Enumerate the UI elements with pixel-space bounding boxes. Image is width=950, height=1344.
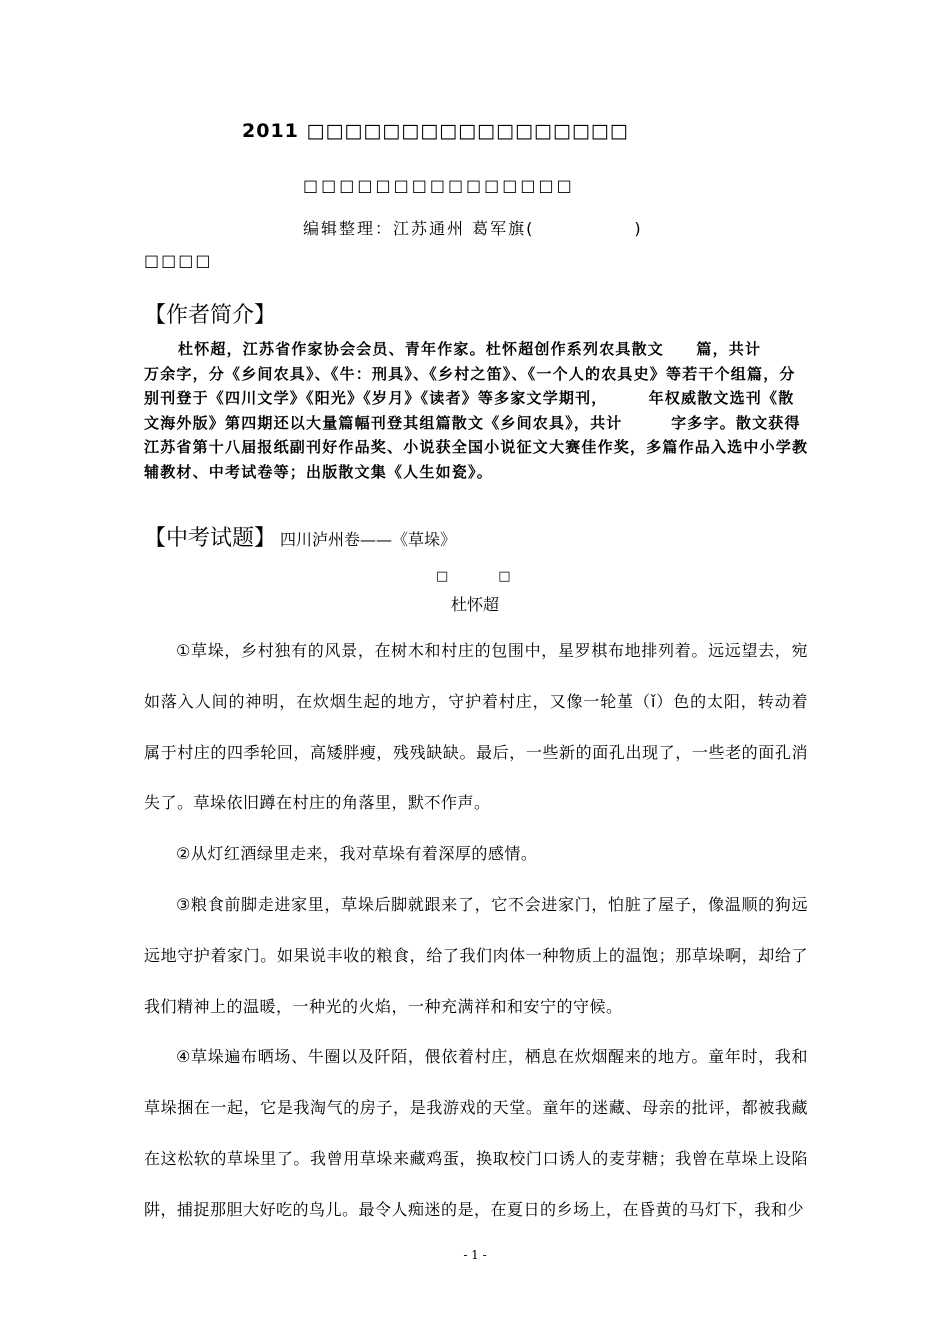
editor-label: 编辑整理：江苏通州 葛军旗( <box>303 219 535 238</box>
author-bio <box>144 337 809 484</box>
category-label: □□□□ <box>144 251 213 270</box>
essay-title <box>436 569 511 584</box>
exam-heading: 【中考试题】 <box>144 526 277 551</box>
document-subtitle: □□□□□□□□□□□□□□□ <box>303 176 575 195</box>
page-number: - 1 - <box>463 1248 487 1262</box>
paragraph: ③粮食前脚走进家里，草垛后脚就跟来了，它不会进家门，怕脏了屋子，像温顺的狗远远地守护着家门。如果说丰收的粮食，给了我们肉体一种物质上的温饱；那草垛啊，却给了我们精神上的温暖，一种光的火焰，一种充满祥和和安宁的守候。 <box>144 894 808 1016</box>
paragraph: ④草垛遍布晒场、牛圈以及阡陌，偎依着村庄，栖息在炊烟醒来的地方。童年时，我和草垛捆在一起，它是我淘气的房子，是我游戏的天堂。童年的迷藏、母亲的批评，都被我藏在这松软的草垛里了。我曾用草垛来藏鸡蛋，换取校门口诱人的麦芽糖；我曾在草垛上设陷阱，捕捉那胆大好吃的鸟儿。最令人痴迷的是，在夏日的乡场上，在昏黄的马灯下，我和少 <box>144 1047 808 1219</box>
editor-close: ) <box>634 219 643 238</box>
essay-body <box>144 626 808 1236</box>
exam-source: 四川泸州卷——《草垛》 <box>280 530 457 549</box>
document-title: 2011 □□□□□□□□□□□□□□□□□ <box>242 120 629 142</box>
essay-title-char: □ <box>436 569 449 584</box>
exam-heading-row <box>144 521 456 552</box>
editor-credit <box>303 216 643 239</box>
author-heading: 【作者简介】 <box>144 303 277 328</box>
essay-byline: 杜怀超 <box>450 595 499 614</box>
paragraph: ②从灯红酒绿里走来，我对草垛有着深厚的感情。 <box>176 844 538 864</box>
paragraph: ①草垛，乡村独有的风景，在树木和村庄的包围中，星罗棋布地排列着。远远望去，宛如落入人间的神明，在炊烟生起的地方，守护着村庄，又像一轮堇（ǐ）色的太阳，转动着属于村庄的四季轮回，高矮胖瘦，残残缺缺。最后，一些新的面孔出现了，一些老的面孔消失了。草垛依旧蹲在村庄的角落里，默不作声。 <box>144 641 808 813</box>
author-bio-text: 杜怀超，江苏省作家协会会员、青年作家。杜怀超创作系列农具散文 篇，共计 万余字，分《乡间农具》、《牛：刑具》、《乡村之笛》、《一个人的农具史》等若干个组篇，分别刊登于《四川文学》《阳光》《岁月》《读者》等多家文学期刊， 年权威散文选刊《散文海外版》第四期还以大量篇幅刊登其组篇散文《乡间农具》，共计 字多字。散文获得江苏省第十八届报纸副刊好作品奖、小说获全国小说征文大赛佳作奖，多篇作品入选中小学教辅教材、中考试卷等；出版散文集《人生如瓷》。 <box>144 340 809 481</box>
essay-title-char: □ <box>498 569 511 584</box>
